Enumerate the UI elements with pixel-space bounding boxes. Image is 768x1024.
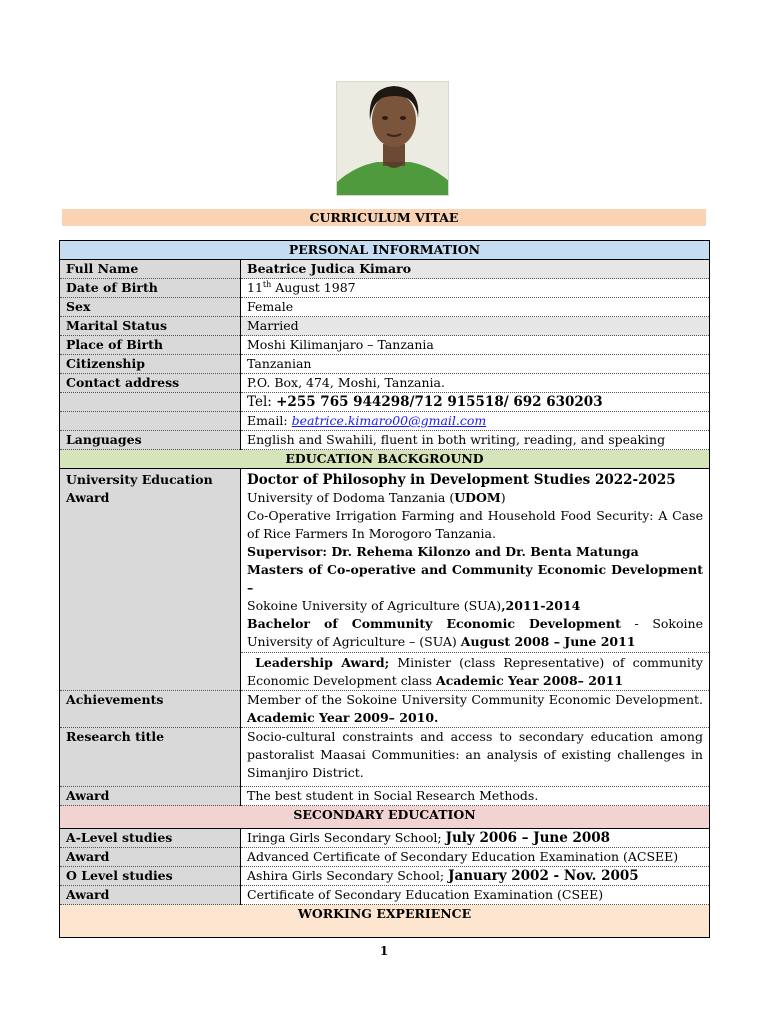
alevel-years: July 2006 – June 2008	[445, 830, 611, 846]
table-row	[60, 728, 710, 787]
secondary-heading: SECONDARY EDUCATION	[60, 806, 710, 829]
bachelor-title: Bachelor of Community Economic Development	[247, 616, 621, 631]
phd-title: Doctor of Philosophy in Development Studies 2022-2025	[247, 472, 676, 488]
phd-univ-text: University of Dodoma Tanzania (	[247, 490, 455, 505]
dob-rest: August 1987	[271, 280, 356, 295]
olevel-value	[241, 867, 710, 886]
full-name-value: Beatrice Judica Kimaro	[241, 260, 710, 279]
table-row	[60, 336, 710, 355]
phd-topic: Co-Operative Irrigation Farming and Household Food Security: A Case of Rice Farmers In Morogoro Tanzania.	[247, 508, 703, 541]
award-value: The best student in Social Research Methods.	[241, 787, 710, 806]
table-row	[60, 691, 710, 728]
contact-label-cont	[60, 393, 241, 412]
email-value	[241, 412, 710, 431]
personal-info-header-row	[60, 241, 710, 260]
email-link[interactable]: beatrice.kimaro00@gmail.com	[291, 413, 487, 428]
achievements-text: Member of the Sokoine University Community Economic Development.	[247, 692, 703, 707]
masters-title: Masters of Co-operative and Community Economic Development –	[247, 562, 703, 595]
contact-label-cont	[60, 412, 241, 431]
table-row	[60, 355, 710, 374]
table-row	[60, 867, 710, 886]
table-row	[60, 886, 710, 905]
bachelor-entry	[247, 615, 703, 651]
cv-table	[59, 240, 710, 938]
cv-title: CURRICULUM VITAE	[62, 209, 706, 226]
olevel-award-value: Certificate of Secondary Education Examination (CSEE)	[241, 886, 710, 905]
alevel-school: Iringa Girls Secondary School;	[247, 830, 446, 845]
table-row	[60, 848, 710, 867]
languages-label: Languages	[60, 431, 241, 450]
olevel-award-label: Award	[60, 886, 241, 905]
citizenship-value: Tanzanian	[241, 355, 710, 374]
leadership-text: Minister (class Representative) of community Economic Development class	[247, 655, 703, 688]
bachelor-years: August 2008 – June 2011	[460, 634, 636, 649]
sex-value: Female	[241, 298, 710, 317]
dob-day: 11	[247, 280, 263, 295]
table-row	[60, 412, 710, 431]
leadership-entry	[241, 652, 709, 690]
education-heading: EDUCATION BACKGROUND	[60, 450, 710, 469]
phd-supervisor: Supervisor: Dr. Rehema Kilonzo and Dr. Benta Matunga	[247, 544, 639, 559]
table-row	[60, 469, 710, 691]
citizenship-label: Citizenship	[60, 355, 241, 374]
achievements-years: Academic Year 2009– 2010.	[247, 710, 439, 725]
table-row	[60, 393, 710, 412]
languages-value: English and Swahili, fluent in both writing, reading, and speaking	[241, 431, 710, 450]
table-row	[60, 829, 710, 848]
research-label: Research title	[60, 728, 241, 787]
work-header-row	[60, 905, 710, 938]
tel-value	[241, 393, 710, 412]
table-row	[60, 260, 710, 279]
dob-value	[241, 279, 710, 298]
phd-univ-abbr: UDOM	[454, 490, 501, 505]
masters-univ-text: Sokoine University of Agriculture (SUA)	[247, 598, 502, 613]
university-label	[60, 469, 241, 691]
university-label-line2: Award	[66, 490, 110, 505]
tel-prefix: Tel:	[247, 394, 277, 410]
achievements-value	[241, 691, 710, 728]
bachelor-university: - Sokoine University of Agriculture – (SUA)	[247, 616, 703, 649]
masters-university	[247, 597, 703, 615]
phd-university	[247, 489, 703, 507]
alevel-award-value: Advanced Certificate of Secondary Education Examination (ACSEE)	[241, 848, 710, 867]
page-number: 1	[379, 944, 389, 958]
pob-label: Place of Birth	[60, 336, 241, 355]
university-label-line1: University Education	[66, 472, 213, 487]
personal-info-heading: PERSONAL INFORMATION	[60, 241, 710, 260]
portrait-image	[337, 82, 449, 196]
sex-label: Sex	[60, 298, 241, 317]
table-row	[60, 431, 710, 450]
contact-label: Contact address	[60, 374, 241, 393]
alevel-award-label: Award	[60, 848, 241, 867]
tel-number: +255 765 944298/712 915518/ 692 630203	[276, 394, 603, 410]
masters-years: ,2011-2014	[501, 598, 581, 613]
table-row	[60, 298, 710, 317]
olevel-school: Ashira Girls Secondary School;	[247, 868, 449, 883]
award-label: Award	[60, 787, 241, 806]
marital-value: Married	[241, 317, 710, 336]
secondary-header-row	[60, 806, 710, 829]
dob-suffix: th	[262, 279, 272, 289]
olevel-label: O Level studies	[60, 867, 241, 886]
table-row	[60, 374, 710, 393]
olevel-years: January 2002 - Nov. 2005	[448, 868, 639, 884]
address-value: P.O. Box, 474, Moshi, Tanzania.	[241, 374, 710, 393]
phd-univ-close: )	[500, 490, 506, 505]
work-heading: WORKING EXPERIENCE	[60, 905, 710, 938]
table-row	[60, 317, 710, 336]
leadership-title: Leadership Award;	[255, 655, 390, 670]
full-name-label: Full Name	[60, 260, 241, 279]
leadership-years: Academic Year 2008– 2011	[436, 673, 624, 688]
pob-value: Moshi Kilimanjaro – Tanzania	[241, 336, 710, 355]
table-row	[60, 279, 710, 298]
alevel-value	[241, 829, 710, 848]
marital-label: Marital Status	[60, 317, 241, 336]
university-details	[241, 469, 710, 691]
education-header-row	[60, 450, 710, 469]
table-row	[60, 787, 710, 806]
alevel-label: A-Level studies	[60, 829, 241, 848]
email-prefix: Email:	[247, 413, 292, 428]
dob-label: Date of Birth	[60, 279, 241, 298]
profile-photo	[336, 81, 449, 196]
achievements-label: Achievements	[60, 691, 241, 728]
research-value: Socio-cultural constraints and access to secondary education among pastoralist Maasai Communities: an analysis of existing challenges in Simanjiro District.	[241, 728, 710, 787]
